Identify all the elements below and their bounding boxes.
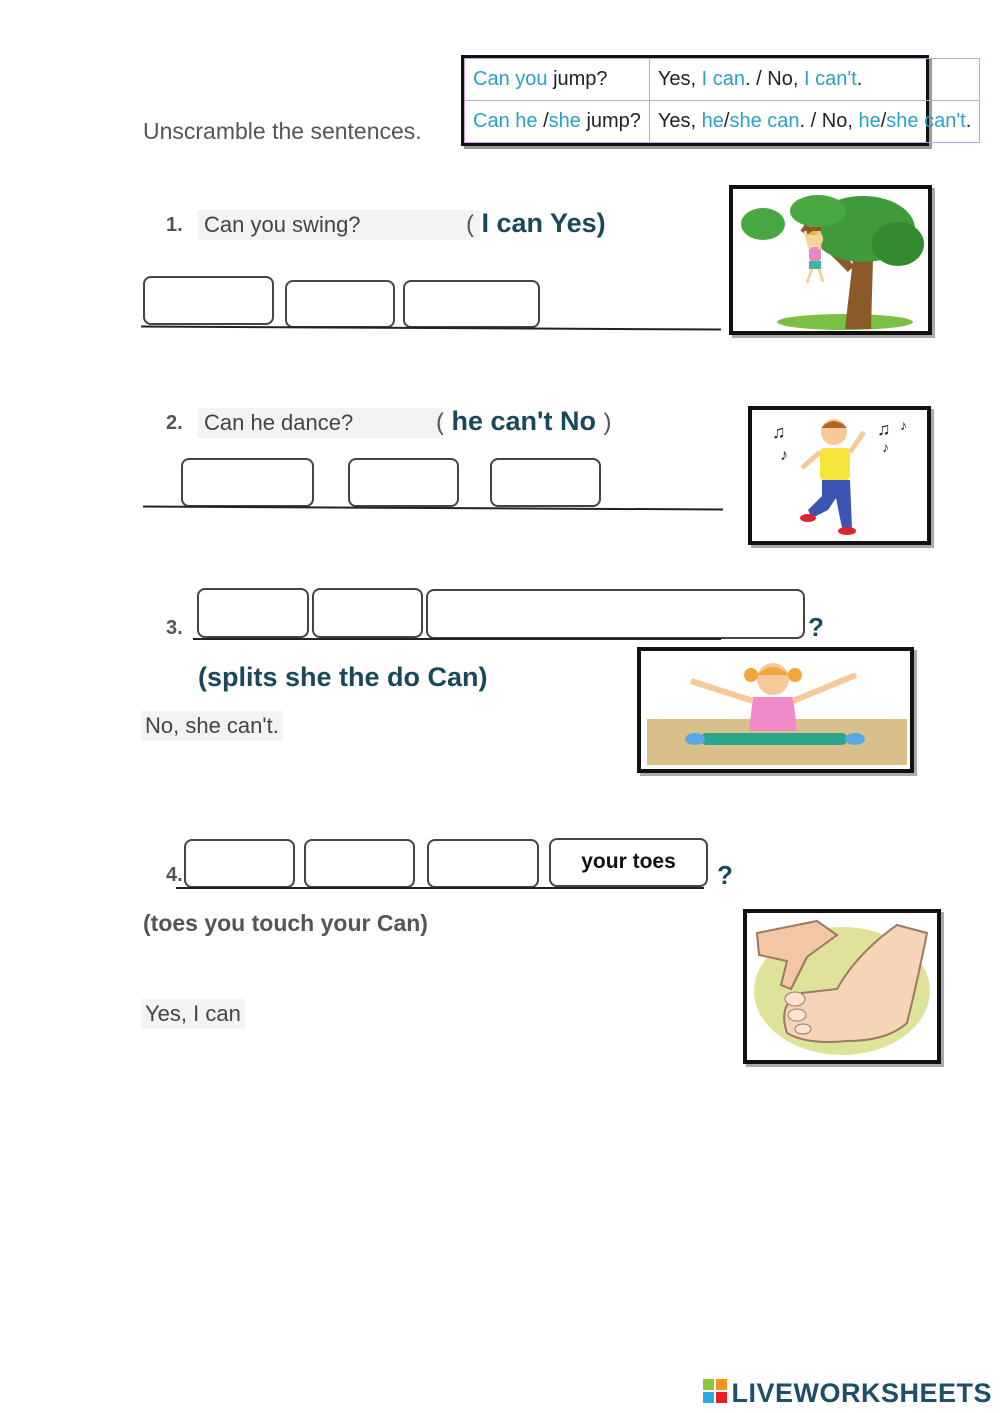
question-number: 2. — [166, 412, 183, 434]
svg-text:♪: ♪ — [780, 447, 788, 464]
question-text: Can you swing? — [198, 210, 480, 240]
answer-box[interactable] — [143, 276, 274, 325]
svg-text:♫: ♫ — [772, 422, 786, 442]
picture-girl-splits — [637, 647, 914, 773]
girl-swinging-illustration — [733, 189, 928, 331]
given-answer: Yes, I can — [141, 999, 245, 1029]
grammar-answer: Yes, I can. / No, I can't. — [649, 59, 979, 101]
grammar-answer: Yes, he/she can. / No, he/she can't. — [649, 101, 979, 143]
answer-line — [193, 638, 721, 640]
answer-box[interactable] — [348, 458, 459, 507]
girl-splits-illustration — [641, 651, 910, 769]
word-hint: ( I can Yes) — [466, 208, 606, 238]
grammar-question: Can he /she jump? — [465, 101, 650, 143]
grammar-row-you — [465, 59, 980, 101]
picture-girl-swinging — [729, 185, 932, 335]
grammar-question: Can you jump? — [465, 59, 650, 101]
answer-box[interactable] — [312, 588, 423, 638]
grammar-table — [461, 55, 972, 146]
grammar-row-he-she — [465, 101, 980, 143]
answer-line — [176, 887, 704, 889]
question-number: 1. — [166, 214, 183, 236]
answer-box[interactable] — [426, 589, 805, 639]
hand-touching-toes-illustration — [747, 913, 937, 1060]
answer-box[interactable] — [181, 458, 314, 507]
question-mark: ? — [808, 612, 824, 642]
picture-touching-toes — [743, 909, 941, 1064]
answer-line — [141, 325, 721, 330]
answer-box[interactable] — [304, 839, 415, 888]
answer-box[interactable] — [197, 588, 309, 638]
question-mark: ? — [717, 860, 733, 890]
answer-box[interactable] — [490, 458, 601, 507]
prefilled-answer-box[interactable]: your toes — [549, 838, 708, 887]
answer-box[interactable] — [184, 839, 295, 888]
instruction-text: Unscramble the sentences. — [143, 118, 422, 144]
question-number: 3. — [166, 617, 183, 639]
word-hint: ( he can't No ) — [436, 406, 612, 436]
liveworksheets-logo — [703, 1378, 992, 1410]
liveworksheets-logo-icon — [703, 1379, 727, 1410]
word-hint: (toes you touch your Can) — [143, 910, 428, 936]
question-number: 4. — [166, 864, 183, 886]
svg-text:♪: ♪ — [900, 417, 907, 433]
answer-box[interactable] — [427, 839, 539, 888]
answer-line — [143, 505, 723, 510]
picture-boy-dancing — [748, 406, 931, 545]
svg-text:♫: ♫ — [877, 419, 891, 439]
logo-text: LIVEWORKSHEETS — [731, 1378, 992, 1408]
boy-dancing-illustration — [752, 410, 927, 541]
answer-box[interactable] — [285, 280, 395, 328]
svg-text:♪: ♪ — [882, 439, 889, 455]
question-text: Can he dance? — [198, 408, 442, 438]
given-answer: No, she can't. — [141, 711, 283, 741]
answer-box[interactable] — [403, 280, 540, 328]
word-hint: (splits she the do Can) — [198, 662, 488, 692]
